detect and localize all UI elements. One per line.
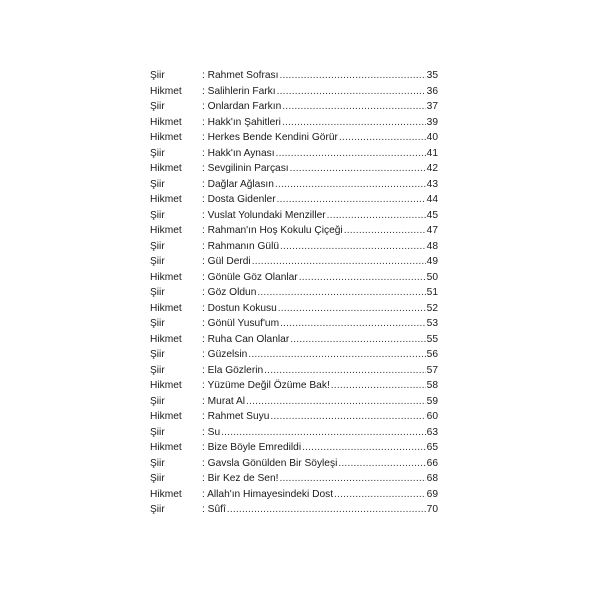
toc-entry-title: : Hakk'ın Aynası	[202, 147, 275, 159]
toc-entry-page-number: 49	[426, 256, 438, 267]
toc-entry-page-number: 69	[426, 488, 438, 500]
toc-entry-category: Şiir	[150, 209, 165, 221]
toc-entry-title: : Rahmet Sofrası	[202, 70, 279, 81]
toc-entry-category: Hikmet	[150, 380, 182, 391]
toc-entry-category: Hikmet	[150, 132, 182, 143]
toc-entry-title: : Gönül Yusuf'um	[202, 318, 280, 329]
toc-entry-page-number: 35	[426, 70, 438, 81]
toc-entry	[150, 115, 438, 131]
toc-entry-title: : Göz Oldun	[202, 287, 257, 298]
toc-entry-page-number: 55	[426, 333, 438, 345]
toc-entry-leader-dots	[278, 301, 426, 317]
toc-entry-category: Hikmet	[150, 442, 182, 453]
toc-entry-category: Hikmet	[150, 488, 182, 500]
toc-entry-title: : Vuslat Yolundaki Menziller	[202, 209, 326, 221]
toc-entry-category: Hikmet	[150, 85, 182, 97]
toc-entry-leader-dots	[248, 347, 425, 363]
toc-entry-leader-dots	[277, 84, 426, 100]
toc-entry-leader-dots	[270, 409, 425, 425]
toc-entry-category: Hikmet	[150, 302, 182, 314]
toc-entry-leader-dots	[264, 363, 426, 379]
toc-entry	[150, 502, 438, 518]
toc-entry-title: : Ela Gözlerin	[202, 364, 264, 376]
toc-entry	[150, 223, 438, 239]
toc-entry	[150, 177, 438, 193]
toc-entry-title: : Rahman'ın Hoş Kokulu Çiçeği	[202, 225, 343, 236]
toc-entry-leader-dots	[290, 161, 426, 177]
toc-entry-category: Şiir	[150, 504, 165, 515]
toc-entry-page-number: 65	[426, 442, 438, 453]
toc-entry	[150, 409, 438, 425]
toc-entry-leader-dots	[327, 208, 426, 224]
toc-entry	[150, 471, 438, 487]
toc-entry-title: : Allah'ın Himayesindeki Dost	[202, 488, 334, 500]
toc-entry-title: : Sûfî	[202, 504, 226, 515]
toc-entry-page-number: 43	[426, 178, 438, 190]
toc-entry-page-number: 59	[426, 395, 438, 407]
toc-entry-category: Hikmet	[150, 333, 182, 345]
toc-entry-leader-dots	[282, 99, 425, 115]
toc-entry-page-number: 68	[426, 473, 438, 484]
toc-entry-category: Şiir	[150, 473, 165, 484]
toc-entry-leader-dots	[279, 68, 425, 84]
toc-entry	[150, 316, 438, 332]
toc-entry	[150, 270, 438, 286]
toc-entry	[150, 487, 438, 503]
toc-entry	[150, 347, 438, 363]
toc-entry-leader-dots	[338, 456, 425, 472]
toc-entry-category: Hikmet	[150, 225, 182, 236]
toc-entry	[150, 440, 438, 456]
toc-entry-page-number: 53	[426, 318, 438, 329]
toc-entry-category: Hikmet	[150, 194, 182, 205]
table-of-contents	[150, 68, 438, 518]
toc-entry	[150, 394, 438, 410]
toc-entry	[150, 332, 438, 348]
toc-entry-leader-dots	[280, 239, 426, 255]
toc-entry-category: Şiir	[150, 395, 165, 407]
toc-entry	[150, 363, 438, 379]
toc-entry-title: : Gül Derdi	[202, 256, 251, 267]
toc-entry-title: : Rahmanın Gülü	[202, 240, 280, 252]
toc-entry-leader-dots	[252, 254, 426, 270]
toc-entry-category: Hikmet	[150, 271, 182, 283]
toc-entry-page-number: 36	[426, 85, 438, 97]
toc-entry-leader-dots	[279, 471, 425, 487]
toc-entry-leader-dots	[331, 378, 426, 394]
toc-entry-page-number: 63	[426, 426, 438, 438]
toc-entry-leader-dots	[276, 146, 426, 162]
toc-entry-page-number: 48	[426, 240, 438, 252]
toc-entry	[150, 130, 438, 146]
toc-entry-title: : Bize Böyle Emredildi	[202, 442, 302, 453]
toc-entry-category: Hikmet	[150, 116, 182, 128]
toc-entry-category: Şiir	[150, 70, 165, 81]
toc-entry-page-number: 66	[426, 457, 438, 469]
toc-entry-title: : Herkes Bende Kendini Görür	[202, 132, 338, 143]
toc-entry	[150, 68, 438, 84]
toc-entry	[150, 239, 438, 255]
toc-entry-leader-dots	[227, 502, 426, 518]
toc-entry-leader-dots	[302, 440, 426, 456]
toc-entry-leader-dots	[280, 316, 426, 332]
toc-entry	[150, 378, 438, 394]
toc-entry	[150, 192, 438, 208]
toc-entry-title: : Dostun Kokusu	[202, 302, 277, 314]
toc-entry	[150, 425, 438, 441]
toc-entry-page-number: 50	[426, 271, 438, 283]
toc-entry-page-number: 45	[426, 209, 438, 221]
toc-entry-title: : Rahmet Suyu	[202, 411, 270, 422]
toc-entry-title: : Yüzüme Değil Özüme Bak!	[202, 380, 330, 391]
toc-entry-page-number: 60	[426, 411, 438, 422]
toc-entry-leader-dots	[299, 270, 426, 286]
toc-entry-title: : Dağlar Ağlasın	[202, 178, 274, 190]
toc-entry-leader-dots	[221, 425, 426, 441]
toc-entry-page-number: 47	[426, 225, 438, 236]
toc-entry-title: : Ruha Can Olanlar	[202, 333, 290, 345]
toc-entry-page-number: 37	[426, 101, 438, 112]
toc-entry-category: Şiir	[150, 426, 165, 438]
toc-entry-category: Şiir	[150, 240, 165, 252]
toc-entry-title: : Murat Al	[202, 395, 246, 407]
toc-entry-category: Şiir	[150, 457, 165, 469]
toc-entry	[150, 84, 438, 100]
toc-entry-category: Hikmet	[150, 411, 182, 422]
toc-entry-page-number: 70	[426, 504, 438, 515]
toc-entry-leader-dots	[344, 223, 426, 239]
toc-entry-page-number: 40	[426, 132, 438, 143]
toc-entry	[150, 285, 438, 301]
toc-entry	[150, 254, 438, 270]
toc-entry-leader-dots	[257, 285, 425, 301]
toc-entry	[150, 146, 438, 162]
toc-entry-page-number: 57	[426, 364, 438, 376]
toc-entry-title: : Su	[202, 426, 221, 438]
toc-entry-page-number: 41	[426, 147, 438, 159]
toc-entry	[150, 99, 438, 115]
toc-entry-category: Şiir	[150, 287, 165, 298]
toc-entry-category: Şiir	[150, 256, 165, 267]
toc-entry-page-number: 39	[426, 116, 438, 128]
toc-entry-leader-dots	[339, 130, 426, 146]
toc-entry-category: Şiir	[150, 147, 165, 159]
toc-entry-category: Hikmet	[150, 163, 182, 174]
toc-entry-title: : Salihlerin Farkı	[202, 85, 276, 97]
toc-entry-title: : Gönüle Göz Olanlar	[202, 271, 298, 283]
toc-entry-title: : Bir Kez de Sen!	[202, 473, 279, 484]
toc-entry-title: : Dosta Gidenler	[202, 194, 276, 205]
toc-entry-page-number: 56	[426, 349, 438, 360]
toc-entry-page-number: 51	[426, 287, 438, 298]
toc-entry-category: Şiir	[150, 318, 165, 329]
toc-entry-leader-dots	[334, 487, 426, 503]
toc-entry-leader-dots	[282, 115, 426, 131]
toc-entry-leader-dots	[277, 192, 426, 208]
toc-entry	[150, 161, 438, 177]
toc-entry-category: Şiir	[150, 349, 165, 360]
toc-entry	[150, 208, 438, 224]
toc-entry-title: : Güzelsin	[202, 349, 248, 360]
toc-entry-category: Şiir	[150, 101, 165, 112]
toc-entry-page-number: 44	[426, 194, 438, 205]
toc-entry-page-number: 52	[426, 302, 438, 314]
toc-entry	[150, 456, 438, 472]
toc-entry-title: : Sevgilinin Parçası	[202, 163, 289, 174]
toc-entry	[150, 301, 438, 317]
toc-entry-title: : Hakk'ın Şahitleri	[202, 116, 281, 128]
toc-entry-title: : Gavsla Gönülden Bir Söyleşi	[202, 457, 338, 469]
toc-entry-page-number: 58	[426, 380, 438, 391]
toc-entry-category: Şiir	[150, 178, 165, 190]
toc-entry-category: Şiir	[150, 364, 165, 376]
toc-entry-page-number: 42	[426, 163, 438, 174]
toc-entry-title: : Onlardan Farkın	[202, 101, 282, 112]
toc-entry-leader-dots	[290, 332, 425, 348]
toc-entry-leader-dots	[246, 394, 426, 410]
toc-entry-leader-dots	[275, 177, 426, 193]
